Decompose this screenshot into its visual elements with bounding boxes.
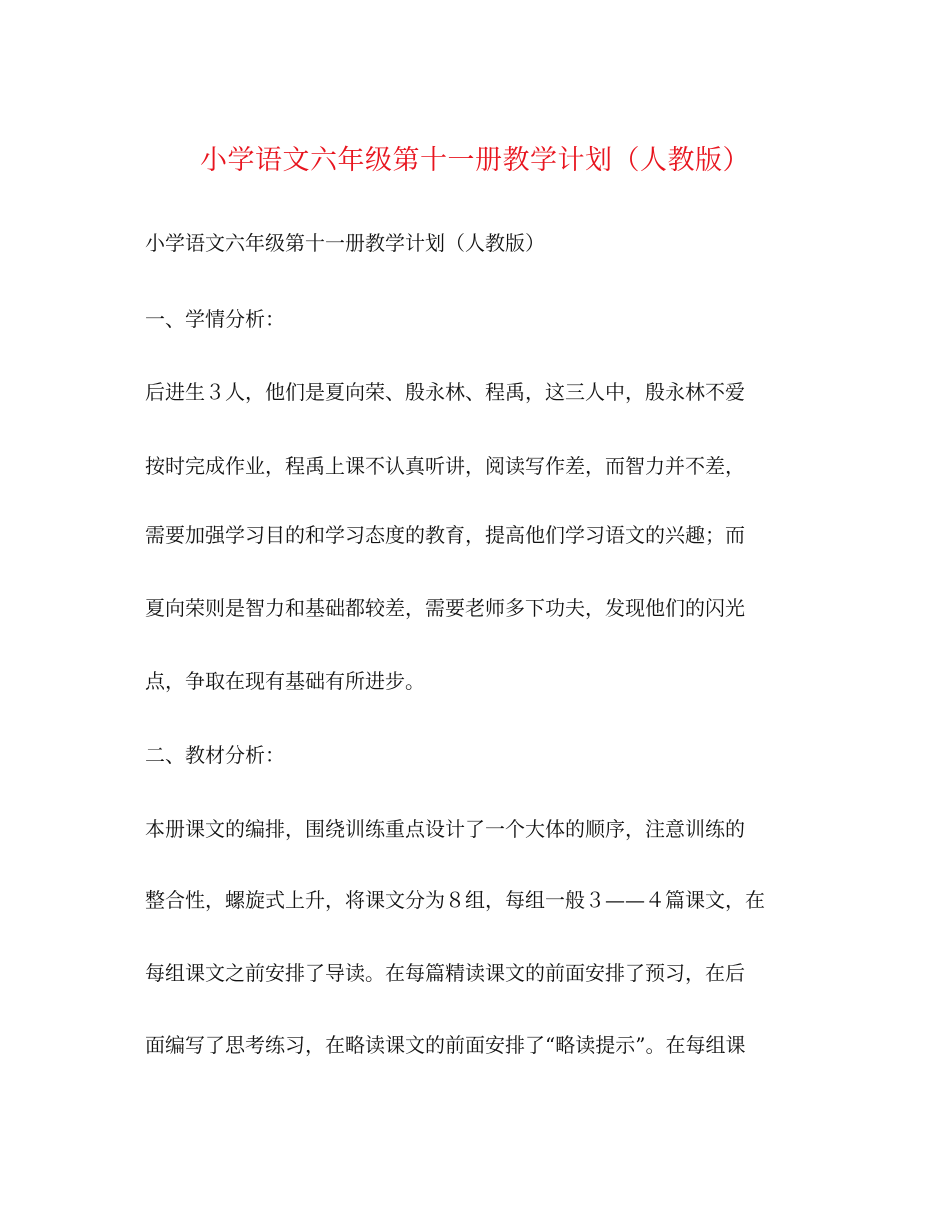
section-heading-textbook-analysis: 二、教材分析： [145,743,285,767]
paragraph-line: 整合性，螺旋式上升，将课文分为８组，每组一般３——４篇课文，在 [145,888,765,912]
paragraph-line: 需要加强学习目的和学习态度的教育，提高他们学习语文的兴趣；而 [145,523,745,547]
paragraph-line: 每组课文之前安排了导读。在每篇精读课文的前面安排了预习，在后 [145,961,745,985]
paragraph-line: 面编写了思考练习，在略读课文的前面安排了“略读提示”。在每组课 [145,1033,746,1057]
paragraph-line: 按时完成作业，程禹上课不认真听讲，阅读写作差，而智力并不差， [145,454,745,478]
document-title: 小学语文六年级第十一册教学计划（人教版） [200,145,750,176]
paragraph-line: 点，争取在现有基础有所进步。 [145,669,425,693]
paragraph-line: 本册课文的编排，围绕训练重点设计了一个大体的顺序，注意训练的 [145,817,745,841]
paragraph-line: 夏向荣则是智力和基础都较差，需要老师多下功夫，发现他们的闪光 [145,596,745,620]
paragraph-line: 后进生３人，他们是夏向荣、殷永林、程禹，这三人中，殷永林不爱 [145,380,745,404]
section-heading-learning-analysis: 一、学情分析： [145,307,285,331]
subtitle-line: 小学语文六年级第十一册教学计划（人教版） [145,231,545,255]
